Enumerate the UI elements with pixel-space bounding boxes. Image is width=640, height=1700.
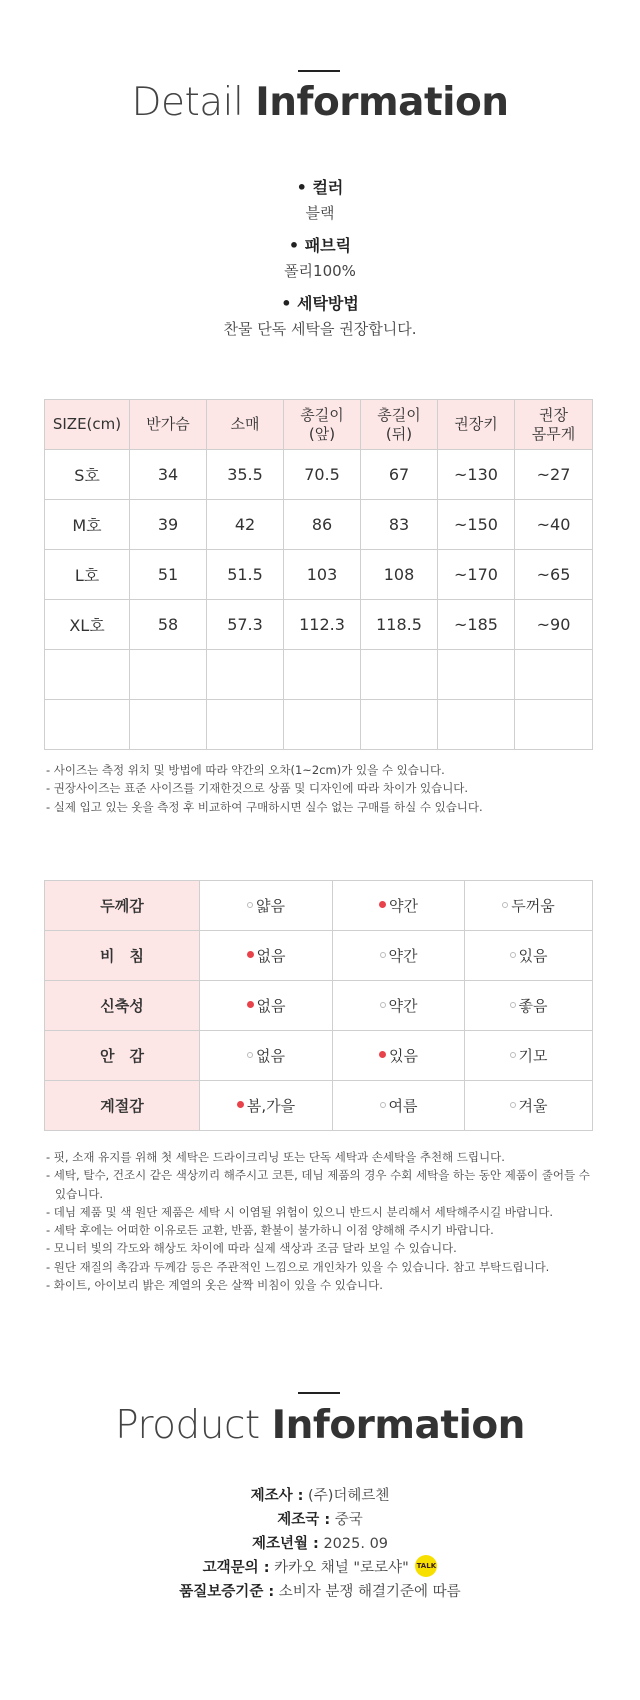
note-line: - 원단 재질의 촉감과 두께감 등은 주관적인 느낌으로 개인차가 있을 수 있습니다. 참고 부탁드립니다. [46, 1259, 550, 1274]
size-header-cell: 총길이 (앞) [284, 400, 361, 450]
size-cell: 35.5 [207, 450, 284, 500]
size-cell [207, 650, 284, 700]
note-line: - 실제 입고 있는 옷을 측정 후 비교하여 구매하시면 실수 없는 구매를 하실 수 있습니다. [46, 799, 483, 814]
size-cell: 67 [361, 450, 438, 500]
fabric-feel-option-label: 기모 [518, 1047, 548, 1065]
fabric-feel-row [45, 1031, 593, 1081]
fabric-feel-option [465, 931, 593, 981]
size-cell: ~170 [438, 550, 515, 600]
product-heading-light: Product [115, 1403, 260, 1448]
product-heading [0, 1403, 640, 1448]
fabric-feel-option-label: 얇음 [256, 897, 285, 915]
fabric-feel-label: 신축성 [45, 981, 200, 1031]
fabric-feel-option-label: 좋음 [518, 997, 548, 1015]
size-header-cell: 총길이 (뒤) [361, 400, 438, 450]
fabric-feel-row [45, 881, 593, 931]
fabric-feel-option [465, 981, 593, 1031]
size-cell [361, 700, 438, 750]
size-header-cell: 반가슴 [130, 400, 207, 450]
size-cell: 57.3 [207, 600, 284, 650]
size-cell [515, 700, 593, 750]
size-cell [515, 650, 593, 700]
fabric-feel-option-label: 겨울 [518, 1097, 548, 1115]
size-cell [438, 650, 515, 700]
info-value: 소비자 분쟁 해결기준에 따름 [274, 1584, 461, 1600]
size-cell: XL호 [45, 600, 130, 650]
info-value: 카카오 채널 "로로샤" [269, 1560, 409, 1576]
attr-value: 블랙 [305, 204, 335, 222]
fabric-feel-option-label: 없음 [256, 1047, 285, 1065]
size-cell: 58 [130, 600, 207, 650]
size-cell [130, 700, 207, 750]
size-cell [361, 650, 438, 700]
note-line: - 사이즈는 측정 위치 및 방법에 따라 약간의 오차(1~2cm)가 있을 수 있습니다. [46, 763, 445, 777]
size-cell: L호 [45, 550, 130, 600]
info-label: 제조년월 : [251, 1536, 319, 1552]
selected-dot-icon [379, 1051, 386, 1058]
info-warranty [0, 1580, 640, 1604]
fabric-feel-option-label: 약간 [389, 897, 418, 915]
size-header-cell: 권장키 [438, 400, 515, 450]
size-cell [45, 700, 130, 750]
fabric-feel-option [333, 931, 465, 981]
fabric-feel-option-label: 두꺼움 [511, 897, 555, 915]
note-line: - 세탁 후에는 어떠한 이유로든 교환, 반품, 환불이 불가하니 이점 양해해 주시기 바랍니다. [46, 1223, 494, 1238]
info-label: 고객문의 : [202, 1560, 270, 1576]
fabric-feel-label: 안 감 [45, 1031, 200, 1081]
note-line: - 데님 제품 및 색 원단 제품은 세탁 시 이염될 위험이 있으니 반드시 분리해서 세탁해주시길 바랍니다. [46, 1204, 553, 1219]
fabric-feel-option-label: 약간 [388, 947, 418, 965]
info-label: 제조국 : [277, 1512, 331, 1528]
empty-dot-icon [502, 902, 508, 908]
detail-heading-bold: Information [255, 80, 509, 125]
size-table-row [45, 650, 593, 700]
empty-dot-icon [380, 1102, 386, 1108]
attr-color [0, 175, 640, 223]
size-table-row [45, 600, 593, 650]
size-header-cell: 소매 [207, 400, 284, 450]
fabric-feel-table [44, 880, 593, 1131]
size-table-row [45, 550, 593, 600]
size-cell [284, 700, 361, 750]
note-line: - 모니터 빛의 각도와 해상도 차이에 따라 실제 색상과 조금 달라 보일 수 있습니다. [46, 1241, 457, 1256]
fabric-feel-row [45, 931, 593, 981]
size-notes [46, 761, 596, 816]
note-line: - 핏, 소재 유지를 위해 첫 세탁은 드라이크리닝 또는 단독 세탁과 손세탁을 추천해 드립니다. [46, 1150, 505, 1164]
info-label: 품질보증기준 : [179, 1584, 275, 1600]
size-cell: 51 [130, 550, 207, 600]
size-cell [284, 650, 361, 700]
fabric-feel-option-label: 여름 [388, 1097, 418, 1115]
empty-dot-icon [510, 1002, 516, 1008]
size-cell [130, 650, 207, 700]
note-line: - 권장사이즈는 표준 사이즈를 기재한것으로 상품 및 디자인에 따라 차이가 있습니다. [46, 781, 469, 796]
size-cell: S호 [45, 450, 130, 500]
size-table [44, 399, 593, 750]
fabric-feel-option-label: 있음 [389, 1047, 418, 1065]
size-cell: 108 [361, 550, 438, 600]
selected-dot-icon [379, 901, 386, 908]
size-cell: M호 [45, 500, 130, 550]
fabric-feel-option [333, 1081, 465, 1131]
info-manufacturer [0, 1484, 640, 1508]
product-heading-bold: Information [271, 1403, 525, 1448]
empty-dot-icon [510, 952, 516, 958]
size-cell: ~130 [438, 450, 515, 500]
size-cell: 42 [207, 500, 284, 550]
note-line: - 세탁, 탈수, 건조시 같은 색상끼리 해주시고 코튼, 데님 제품의 경우 수회 세탁을 하는 동안 제품이 줄어들 수 있습니다. [46, 1168, 590, 1201]
fabric-feel-option-label: 약간 [388, 997, 418, 1015]
fabric-feel-option-label: 없음 [256, 947, 286, 965]
fabric-feel-option-label: 봄,가을 [246, 1097, 296, 1115]
fabric-feel-option [333, 981, 465, 1031]
empty-dot-icon [247, 902, 253, 908]
kakao-talk-icon[interactable]: TALK [415, 1555, 437, 1577]
fabric-feel-row [45, 1081, 593, 1131]
info-country [0, 1508, 640, 1532]
size-table-row [45, 450, 593, 500]
size-cell: 86 [284, 500, 361, 550]
fabric-feel-option-label: 있음 [518, 947, 548, 965]
fabric-feel-option [200, 881, 333, 931]
info-date [0, 1532, 640, 1556]
info-value: 중국 [330, 1512, 363, 1528]
selected-dot-icon [237, 1101, 244, 1108]
fabric-feel-option [465, 1081, 593, 1131]
size-cell [45, 650, 130, 700]
fabric-feel-option [200, 931, 333, 981]
size-header-cell: 권장 몸무게 [515, 400, 593, 450]
empty-dot-icon [380, 952, 386, 958]
fabric-feel-option [200, 1031, 333, 1081]
empty-dot-icon [380, 1002, 386, 1008]
detail-heading [0, 80, 640, 125]
fabric-feel-option [465, 1031, 593, 1081]
heading-accent-bar [298, 70, 340, 72]
attr-label: • 컬러 [296, 178, 344, 197]
empty-dot-icon [510, 1052, 516, 1058]
attr-fabric [0, 233, 640, 281]
size-cell: ~40 [515, 500, 593, 550]
info-contact [0, 1556, 640, 1580]
selected-dot-icon [247, 1001, 254, 1008]
size-cell: 34 [130, 450, 207, 500]
size-cell: 118.5 [361, 600, 438, 650]
attr-label: • 세탁방법 [281, 294, 359, 313]
fabric-feel-option [465, 881, 593, 931]
size-cell: 70.5 [284, 450, 361, 500]
fabric-feel-option [200, 1081, 333, 1131]
fabric-feel-option-label: 없음 [256, 997, 286, 1015]
size-cell: ~90 [515, 600, 593, 650]
fabric-feel-label: 두께감 [45, 881, 200, 931]
care-notes [46, 1148, 596, 1294]
fabric-feel-label: 비 침 [45, 931, 200, 981]
size-cell: ~27 [515, 450, 593, 500]
size-cell: 39 [130, 500, 207, 550]
fabric-feel-option [200, 981, 333, 1031]
attr-value: 폴리100% [284, 262, 356, 280]
size-cell [207, 700, 284, 750]
fabric-feel-option [333, 1031, 465, 1081]
detail-heading-light: Detail [131, 80, 244, 125]
attr-washing [0, 291, 640, 339]
empty-dot-icon [247, 1052, 253, 1058]
empty-dot-icon [510, 1102, 516, 1108]
size-cell: ~150 [438, 500, 515, 550]
size-table-row [45, 700, 593, 750]
size-table-row [45, 500, 593, 550]
fabric-feel-row [45, 981, 593, 1031]
note-line: - 화이트, 아이보리 밝은 계열의 옷은 살짝 비침이 있을 수 있습니다. [46, 1278, 383, 1293]
size-table-header-row [45, 400, 593, 450]
heading-accent-bar [298, 1392, 340, 1394]
info-value: (주)더헤르첸 [303, 1488, 390, 1504]
size-header-cell: SIZE(cm) [45, 400, 130, 450]
product-info [0, 1484, 640, 1604]
selected-dot-icon [247, 951, 254, 958]
fabric-feel-option [333, 881, 465, 931]
fabric-feel-label: 계절감 [45, 1081, 200, 1131]
size-cell: ~185 [438, 600, 515, 650]
size-cell [438, 700, 515, 750]
size-cell: ~65 [515, 550, 593, 600]
info-label: 제조사 : [250, 1488, 304, 1504]
size-cell: 103 [284, 550, 361, 600]
attr-value: 찬물 단독 세탁을 권장합니다. [223, 320, 417, 338]
size-cell: 112.3 [284, 600, 361, 650]
size-cell: 83 [361, 500, 438, 550]
size-cell: 51.5 [207, 550, 284, 600]
info-value: 2025. 09 [318, 1536, 389, 1552]
attr-label: • 패브릭 [288, 236, 352, 255]
